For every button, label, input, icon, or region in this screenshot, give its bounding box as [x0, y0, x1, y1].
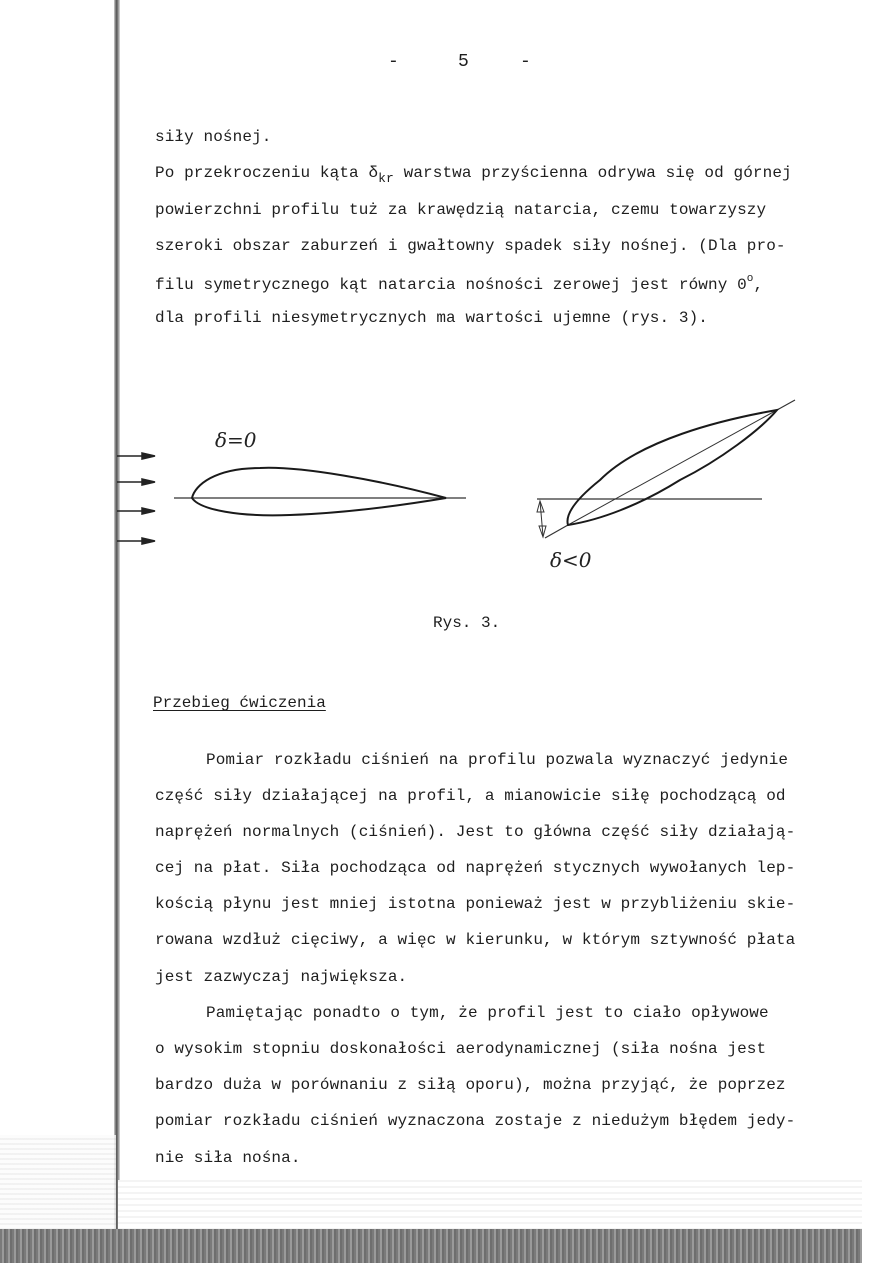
- flow-arrow-icon: [117, 453, 155, 459]
- text-line: część siły działającej na profil, a mianowicie siłę pochodzącą od: [155, 787, 786, 805]
- symmetric-airfoil: [174, 468, 466, 516]
- chord-extension: [777, 400, 795, 410]
- text-line: nie siła nośna.: [155, 1149, 301, 1167]
- degree-superscript: o: [746, 273, 754, 285]
- label-alpha-zero: δ=0: [215, 428, 257, 452]
- text-fragment: filu symetrycznego kąt natarcia nośności zerowej jest równy 0: [155, 276, 747, 294]
- text-line: siły nośnej.: [155, 128, 272, 146]
- page-number-value: 5: [458, 52, 469, 72]
- text-line: cej na płat. Siła pochodząca od naprężeń stycznych wywołanych lep-: [155, 859, 796, 877]
- text-line: powierzchni profilu tuż za krawędzią natarcia, czemu towarzyszy: [155, 201, 767, 219]
- flow-arrow-icon: [117, 479, 155, 485]
- section-heading: Przebieg ćwiczenia: [153, 694, 326, 712]
- text-line: Pamiętając ponadto o tym, że profil jest to ciało opływowe: [206, 1004, 769, 1022]
- flow-arrows: [117, 453, 155, 544]
- text-line: kością płynu jest mniej istotna ponieważ jest w przybliżeniu skie-: [155, 895, 796, 913]
- text-line: dla profili niesymetrycznych ma wartości ujemne (rys. 3).: [155, 309, 708, 327]
- text-line: Pomiar rozkładu ciśnień na profilu pozwala wyznaczyć jedynie: [206, 751, 789, 769]
- text-line: rowana wzdłuż cięciwy, a więc w kierunku, w którym sztywność płata: [155, 931, 796, 949]
- text-line: szeroki obszar zaburzeń i gwałtowny spadek siły nośnej. (Dla pro-: [155, 237, 786, 255]
- text-line: pomiar rozkładu ciśnień wyznaczona zostaje z niedużym błędem jedy-: [155, 1112, 796, 1130]
- chord-line-right: [568, 410, 777, 525]
- label-alpha-negative: δ<0: [550, 548, 592, 572]
- figure-airfoils: [0, 0, 893, 600]
- text-fragment: warstwa przyścienna odrywa się od górnej: [393, 164, 792, 182]
- text-line: o wysokim stopniu doskonałości aerodynamicznej (siła nośna jest: [155, 1040, 767, 1058]
- scan-margin-shadow: [0, 1135, 116, 1230]
- text-fragment: ,: [753, 276, 764, 294]
- text-line: naprężeń normalnych (ciśnień). Jest to główna część siły działają-: [155, 823, 796, 841]
- text-line: jest zazwyczaj największa.: [155, 968, 408, 986]
- cambered-airfoil: [537, 400, 795, 538]
- scan-bottom-grain: [118, 1180, 862, 1230]
- scan-bottom-band: [0, 1229, 862, 1263]
- leading-extension: [545, 525, 568, 538]
- page-number-dash-left: -: [388, 52, 399, 72]
- flow-arrow-icon: [117, 538, 155, 544]
- flow-arrow-icon: [117, 508, 155, 514]
- text-fragment: Po przekroczeniu kąta: [155, 164, 369, 182]
- delta-subscript: kr: [378, 171, 394, 186]
- page-number-dash-right: -: [520, 52, 531, 72]
- delta-symbol: δ: [368, 164, 379, 182]
- text-line: bardzo duża w porównaniu z siłą oporu), można przyjąć, że poprzez: [155, 1076, 786, 1094]
- airfoil-profile-left: [192, 468, 446, 516]
- figure-caption: Rys. 3.: [433, 614, 501, 632]
